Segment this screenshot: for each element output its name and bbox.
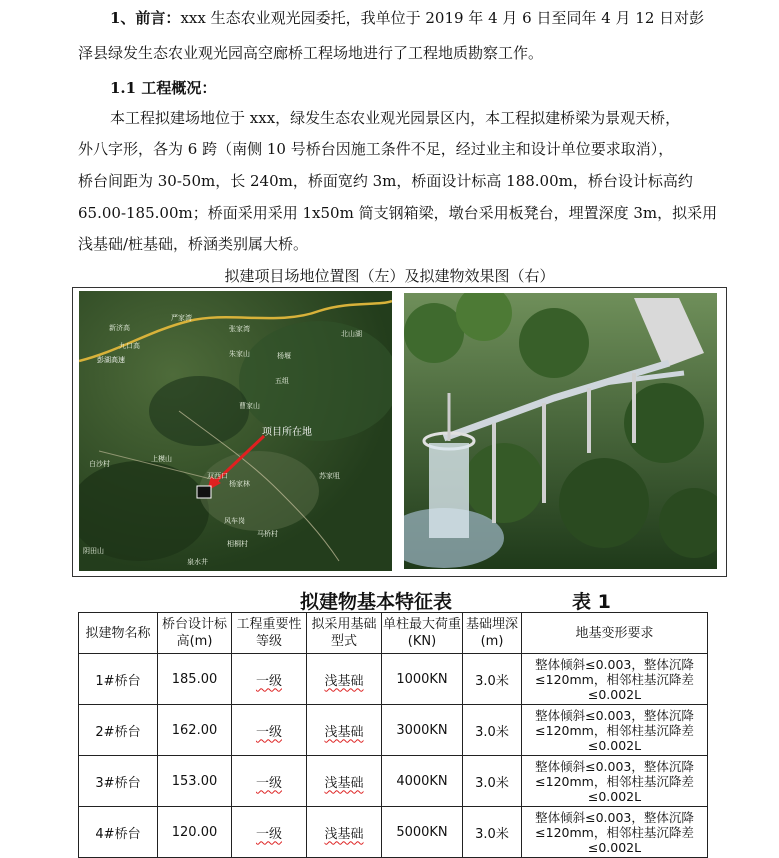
overview-line-5: 浅基础/桩基础，桥涵类别属大桥。 (78, 235, 309, 253)
place-label: 白沙村 (89, 460, 110, 468)
figure-frame (72, 287, 727, 577)
intro-paragraph (110, 8, 704, 28)
site-location-map (79, 291, 392, 571)
cell-name: 1#桥台 (79, 654, 158, 705)
grade-text: 一级 (255, 775, 282, 791)
place-label: 苏家咀 (319, 472, 340, 480)
place-label: 北山湖 (341, 330, 362, 338)
place-label: 曹家山 (239, 402, 260, 410)
cell-elevation: 120.00 (158, 807, 232, 858)
cell-depth: 3.0米 (463, 654, 522, 705)
table-row (79, 705, 708, 756)
cell-elevation: 153.00 (158, 756, 232, 807)
bridge-rendering (404, 293, 717, 569)
table-row (79, 807, 708, 858)
place-label: 上模山 (151, 455, 172, 463)
cell-load: 4000KN (382, 756, 463, 807)
cell-foundation (307, 807, 382, 858)
place-label: 九口高 (119, 342, 140, 350)
place-label: 杨堰 (277, 352, 291, 360)
cell-foundation (307, 705, 382, 756)
header-load: 单柱最大荷重(KN) (382, 613, 463, 654)
section-heading: 1.1 工程概况： (110, 79, 217, 97)
foundation-text: 浅基础 (324, 673, 364, 689)
cell-requirement: 整体倾斜≤0.003，整体沉降≤120mm，相邻柱基沉降差≤0.002L (522, 705, 708, 756)
cell-elevation: 162.00 (158, 705, 232, 756)
cell-grade (232, 654, 307, 705)
overview-line-4: 65.00-185.00m；桥面采用采用 1x50m 简支钢箱梁，墩台采用板凳台，埋置深度 3m，拟采用 (78, 204, 718, 222)
grade-text: 一级 (255, 673, 282, 689)
project-site-label: 项目所在地 (262, 427, 312, 438)
cell-requirement: 整体倾斜≤0.003，整体沉降≤120mm，相邻柱基沉降差≤0.002L (522, 756, 708, 807)
foundation-text: 浅基础 (324, 724, 364, 740)
cell-depth: 3.0米 (463, 756, 522, 807)
place-label: 风车岗 (224, 517, 245, 525)
cell-grade (232, 756, 307, 807)
place-label: 马桥村 (257, 530, 278, 538)
overview-line-1: 本工程拟建场地位于 xxx，绿发生态农业观光园景区内，本工程拟建桥梁为景观天桥， (110, 109, 681, 127)
header-grade: 工程重要性等级 (232, 613, 307, 654)
place-label: 张家湾 (229, 325, 250, 333)
place-label: 双西口 (207, 472, 228, 480)
cell-depth: 3.0米 (463, 705, 522, 756)
figure-caption: 拟建项目场地位置图（左）及拟建物效果图（右） (224, 267, 555, 285)
cell-name: 2#桥台 (79, 705, 158, 756)
grade-text: 一级 (255, 724, 282, 740)
place-label: 严家湾 (171, 314, 192, 322)
cell-requirement: 整体倾斜≤0.003，整体沉降≤120mm，相邻柱基沉降差≤0.002L (522, 807, 708, 858)
place-label: 泉水井 (187, 558, 208, 566)
intro-line-2: 泽县绿发生态农业观光园高空廊桥工程场地进行了工程地质勘察工作。 (78, 44, 544, 62)
intro-heading: 1、前言： (110, 9, 181, 27)
table-row (79, 654, 708, 705)
cell-load: 1000KN (382, 654, 463, 705)
site-marker (197, 486, 211, 498)
characteristics-table (78, 612, 708, 858)
cell-load: 3000KN (382, 705, 463, 756)
table-title: 拟建物基本特征表 (300, 591, 453, 613)
table-header-row (79, 613, 708, 654)
cell-foundation (307, 756, 382, 807)
grade-text: 一级 (255, 826, 282, 842)
cell-grade (232, 705, 307, 756)
header-name: 拟建物名称 (79, 613, 158, 654)
cell-foundation (307, 654, 382, 705)
place-label: 朱家山 (229, 350, 250, 358)
cell-requirement: 整体倾斜≤0.003，整体沉降≤120mm，相邻柱基沉降差≤0.002L (522, 654, 708, 705)
cell-grade (232, 807, 307, 858)
cell-depth: 3.0米 (463, 807, 522, 858)
bridge-graphic (404, 293, 717, 569)
table-number: 表 1 (572, 591, 611, 613)
intro-line-1: xxx 生态农业观光园委托，我单位于 2019 年 4 月 6 日至同年 4 月 12 日对彭 (180, 9, 705, 27)
cell-name: 3#桥台 (79, 756, 158, 807)
overview-line-3: 桥台间距为 30-50m，长 240m，桥面宽约 3m，桥面设计标高 188.00m，桥台设计标高约 (78, 172, 693, 190)
place-label: 杨家林 (229, 480, 250, 488)
header-foundation: 拟采用基础型式 (307, 613, 382, 654)
overview-line-2: 外八字形，各为 6 跨（南侧 10 号桥台因施工条件不足，经过业主和设计单位要求取消）， (78, 140, 674, 158)
cell-name: 4#桥台 (79, 807, 158, 858)
cell-elevation: 185.00 (158, 654, 232, 705)
header-elevation: 桥台设计标高(m) (158, 613, 232, 654)
road-label: 彭湖高速 (97, 356, 125, 364)
place-label: 相桐村 (227, 540, 248, 548)
cell-load: 5000KN (382, 807, 463, 858)
foundation-text: 浅基础 (324, 775, 364, 791)
place-label: 五组 (275, 377, 289, 385)
foundation-text: 浅基础 (324, 826, 364, 842)
header-requirement: 地基变形要求 (522, 613, 708, 654)
place-label: 阴田山 (83, 547, 104, 555)
header-depth: 基础埋深(m) (463, 613, 522, 654)
place-label: 新济高 (109, 324, 130, 332)
table-row (79, 756, 708, 807)
